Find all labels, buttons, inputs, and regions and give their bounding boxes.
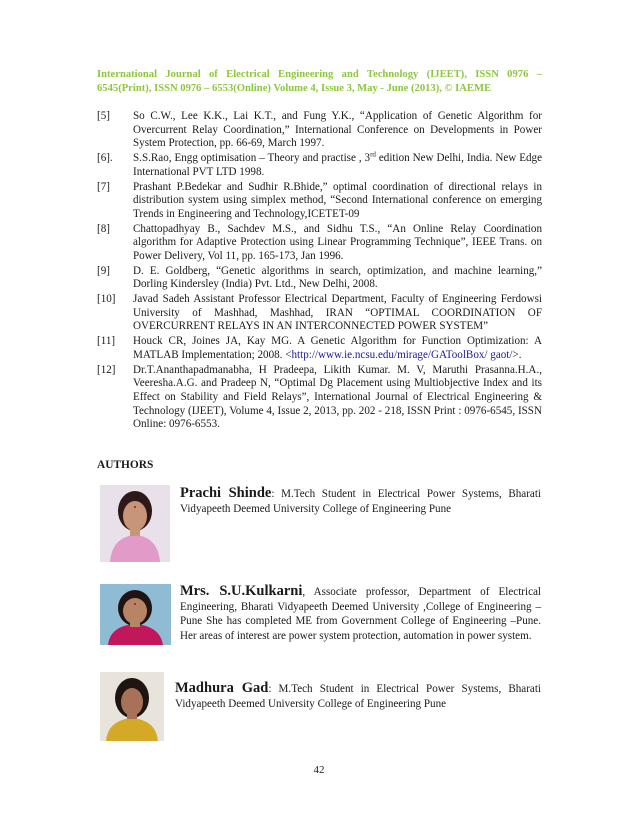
author-name: Mrs. S.U.Kulkarni bbox=[180, 583, 303, 599]
reference-item bbox=[97, 152, 542, 179]
author-description: , Associate professor, Department of Electrical Engineering, Bharati Vidyapeeth Deemed University ,College of Engineering –Pune She has completed ME from Government College of Engineering –Pune. Her areas of interest are power system protection, automation in power system. bbox=[180, 586, 542, 642]
reference-number: [6]. bbox=[97, 152, 113, 165]
reference-item bbox=[97, 293, 542, 334]
reference-link[interactable]: http://www.ie.ncsu.edu/mirage/GAToolBox/ gaot/ bbox=[291, 348, 513, 361]
author-bio-prachi-shinde bbox=[180, 486, 541, 516]
reference-number: [7] bbox=[97, 180, 110, 193]
reference-list bbox=[97, 110, 542, 433]
reference-item bbox=[97, 181, 542, 222]
reference-text-part: edition New Delhi, India. New Edge International PVT LTD 1998. bbox=[133, 152, 542, 178]
reference-item bbox=[97, 364, 542, 432]
reference-text bbox=[133, 152, 542, 179]
reference-number: [11] bbox=[97, 335, 116, 348]
reference-text: Javad Sadeh Assistant Professor Electrical Department, Faculty of Engineering Ferdowsi University of Mashhad, Mashhad, IRAN “OPTIMAL COORDINATION OF OVERCURRENT RELAYS IN AN INTERCONNECTED POWER SYSTEM” bbox=[133, 293, 542, 333]
page-number: 42 bbox=[313, 764, 325, 776]
author-name: Prachi Shinde bbox=[180, 485, 272, 501]
superscript: rd bbox=[370, 150, 376, 159]
author-photo-madhura-gad bbox=[100, 672, 164, 741]
author-name: Madhura Gad bbox=[175, 680, 269, 696]
reference-item bbox=[97, 223, 542, 264]
reference-text: Dr.T.Ananthapadmanabha, H Pradeepa, Likith Kumar. M. V, Maruthi Prasanna.H.A., Veeresha.A.G. and Pradeep N, “Optimal Dg Placement using Multiobjective Index and its Effect on Stability and Field Relays”, International Journal of Electrical Engineering & Technology (IJEET), Volume 4, Issue 2, 2013, pp. 202 - 218, ISSN Print : 0976-6545, ISSN Online: 0976-6553. bbox=[133, 363, 542, 431]
reference-number: [5] bbox=[97, 110, 110, 122]
reference-text bbox=[133, 335, 542, 362]
portrait-image bbox=[100, 584, 171, 645]
reference-number: [10] bbox=[97, 293, 116, 306]
reference-item bbox=[97, 110, 542, 151]
reference-text-part: >. bbox=[512, 348, 522, 361]
reference-number: [12] bbox=[97, 363, 116, 376]
reference-text-part: S.S.Rao, Engg optimisation – Theory and practise , 3 bbox=[133, 152, 371, 165]
journal-header: International Journal of Electrical Engineering and Technology (IJEET), ISSN 0976 – 6545(Print), ISSN 0976 – 6553(Online) Volume 4, Issue 3, May - June (2013), © IAEME bbox=[97, 69, 542, 94]
reference-item bbox=[97, 335, 542, 362]
author-photo-su-kulkarni bbox=[100, 584, 171, 645]
author-description: : M.Tech Student in Electrical Power Systems, Bharati Vidyapeeth Deemed University College of Engineering Pune bbox=[175, 683, 541, 710]
reference-number: [9] bbox=[97, 264, 110, 277]
authors-heading: AUTHORS bbox=[97, 459, 154, 471]
reference-text: D. E. Goldberg, “Genetic algorithms in search, optimization, and machine learning,” Dorling Kindersley (India) Pvt. Ltd., New Delhi, 2008. bbox=[133, 264, 542, 291]
author-bio-su-kulkarni bbox=[180, 584, 541, 643]
reference-text: Chattopadhyay B., Sachdev M.S., and Sidhu T.S., “An Online Relay Coordination algorithm for Adaptive Protection using Linear Programming Technique”, IEEE Trans. on Power Delivery, Vol 11, pp. 165-173, Jan 1996. bbox=[133, 222, 542, 262]
reference-number: [8] bbox=[97, 222, 110, 235]
reference-item bbox=[97, 265, 542, 292]
reference-text-part: Houck CR, Joines JA, Kay MG. A Genetic Algorithm for Function Optimization: A MATLAB Implementation; 2008. < bbox=[133, 335, 542, 361]
author-photo-prachi-shinde bbox=[100, 485, 170, 562]
author-description: : M.Tech Student in Electrical Power Systems, Bharati Vidyapeeth Deemed University College of Engineering Pune bbox=[180, 488, 541, 515]
portrait-image bbox=[100, 485, 170, 562]
author-bio-madhura-gad bbox=[175, 681, 541, 711]
portrait-image bbox=[100, 672, 164, 741]
reference-text: So C.W., Lee K.K., Lai K.T., and Fung Y.K., “Application of Genetic Algorithm for Overcurrent Relay Coordination,” International Conference on Developments in Power System Protection, pp. 66-69, March 1997. bbox=[133, 110, 542, 150]
reference-text: Prashant P.Bedekar and Sudhir R.Bhide,” optimal coordination of directional relays in distribution system using simplex method, “Second International conference on emerging Trends in Engineering and Technology,ICETET-09 bbox=[133, 180, 542, 220]
